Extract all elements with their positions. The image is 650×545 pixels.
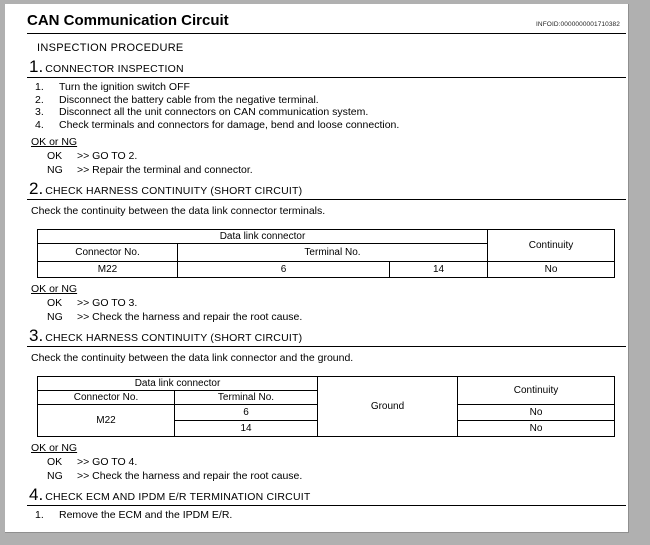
cell-continuity-header: Continuity [488,230,615,262]
cell-continuity-value: No [488,262,615,278]
section-title: CHECK ECM AND IPDM E/R TERMINATION CIRCUIT [45,491,311,503]
section-2-heading [29,179,626,198]
continuity-table-ground [37,376,615,437]
cell-connector-no-header: Connector No. [38,391,175,405]
step-text: Disconnect the battery cable from the negative terminal. [59,93,319,106]
ng-instruction: >> Repair the terminal and connector. [77,164,253,176]
cell-terminal-value: 6 [175,405,318,421]
step-text: Turn the ignition switch OFF [59,81,190,93]
ng-label: NG [47,164,63,176]
step-list [35,509,626,522]
ok-label: OK [47,456,63,468]
ng-result-row [47,470,626,482]
ng-result-row [47,311,626,323]
section-4-heading [29,485,626,504]
step-number: 3. [35,106,44,118]
step-number: 1. [35,509,44,521]
ok-or-ng-heading: OK or NG [31,442,78,454]
section-divider [27,199,626,200]
page-header [27,12,626,29]
ok-result-row [47,150,626,162]
ng-instruction: >> Check the harness and repair the root cause. [77,311,303,323]
step-item [35,81,626,94]
section-title: CHECK HARNESS CONTINUITY (SHORT CIRCUIT) [45,332,303,344]
step-item [35,509,626,522]
cell-continuity-value: No [458,405,615,421]
section-1-heading [29,57,626,76]
step-list [35,81,626,131]
page-title: CAN Communication Circuit [27,12,229,29]
title-divider [27,33,626,34]
cell-terminal-no-header: Terminal No. [175,391,318,405]
inspection-procedure-heading: INSPECTION PROCEDURE [37,42,184,54]
cell-terminal-a: 6 [178,262,390,278]
section-title: CHECK HARNESS CONTINUITY (SHORT CIRCUIT) [45,185,303,197]
cell-terminal-b: 14 [390,262,488,278]
step-number: 4. [35,118,44,131]
cell-connector-no: M22 [38,405,175,437]
cell-data-link-connector-header: Data link connector [38,230,488,244]
ok-label: OK [47,297,63,309]
ng-label: NG [47,311,63,323]
section-divider [27,346,626,347]
section-title: CONNECTOR INSPECTION [45,63,184,75]
ng-label: NG [47,470,63,482]
step-number: 2. [35,93,44,106]
section-intro-text: Check the continuity between the data link connector and the ground. [31,352,354,364]
cell-continuity-header: Continuity [458,377,615,405]
continuity-table-short-circuit [37,229,615,278]
section-number: 3. [29,326,44,345]
step-text: Disconnect all the unit connectors on CAN communication system. [59,106,369,118]
ok-instruction: >> GO TO 3. [77,297,138,309]
cell-ground-header: Ground [318,377,458,437]
cell-data-link-connector-header: Data link connector [38,377,318,391]
step-item [35,106,626,119]
step-item [35,119,626,132]
section-number: 4. [29,485,44,504]
ok-instruction: >> GO TO 4. [77,456,138,468]
ng-result-row [47,164,626,176]
cell-terminal-value: 14 [175,421,318,437]
infoid-code: INFOID:0000000001710382 [536,21,620,28]
cell-terminal-no-header: Terminal No. [178,244,488,262]
ok-instruction: >> GO TO 2. [77,150,138,162]
section-intro-text: Check the continuity between the data link connector terminals. [31,205,326,217]
section-number: 1. [29,57,44,76]
section-number: 2. [29,179,44,198]
section-3-heading [29,326,626,345]
section-divider [27,505,626,506]
ng-instruction: >> Check the harness and repair the root cause. [77,470,303,482]
cell-connector-no: M22 [38,262,178,278]
cell-continuity-value: No [458,421,615,437]
step-text: Check terminals and connectors for damage, bend and loose connection. [59,118,400,131]
step-item [35,94,626,107]
manual-page [5,4,629,533]
step-text: Remove the ECM and the IPDM E/R. [59,509,233,521]
ok-or-ng-heading: OK or NG [31,136,78,148]
ok-or-ng-heading: OK or NG [31,283,78,295]
ok-result-row [47,456,626,468]
cell-connector-no-header: Connector No. [38,244,178,262]
section-divider [27,77,626,78]
step-number: 1. [35,81,44,93]
ok-label: OK [47,150,63,162]
ok-result-row [47,297,626,309]
